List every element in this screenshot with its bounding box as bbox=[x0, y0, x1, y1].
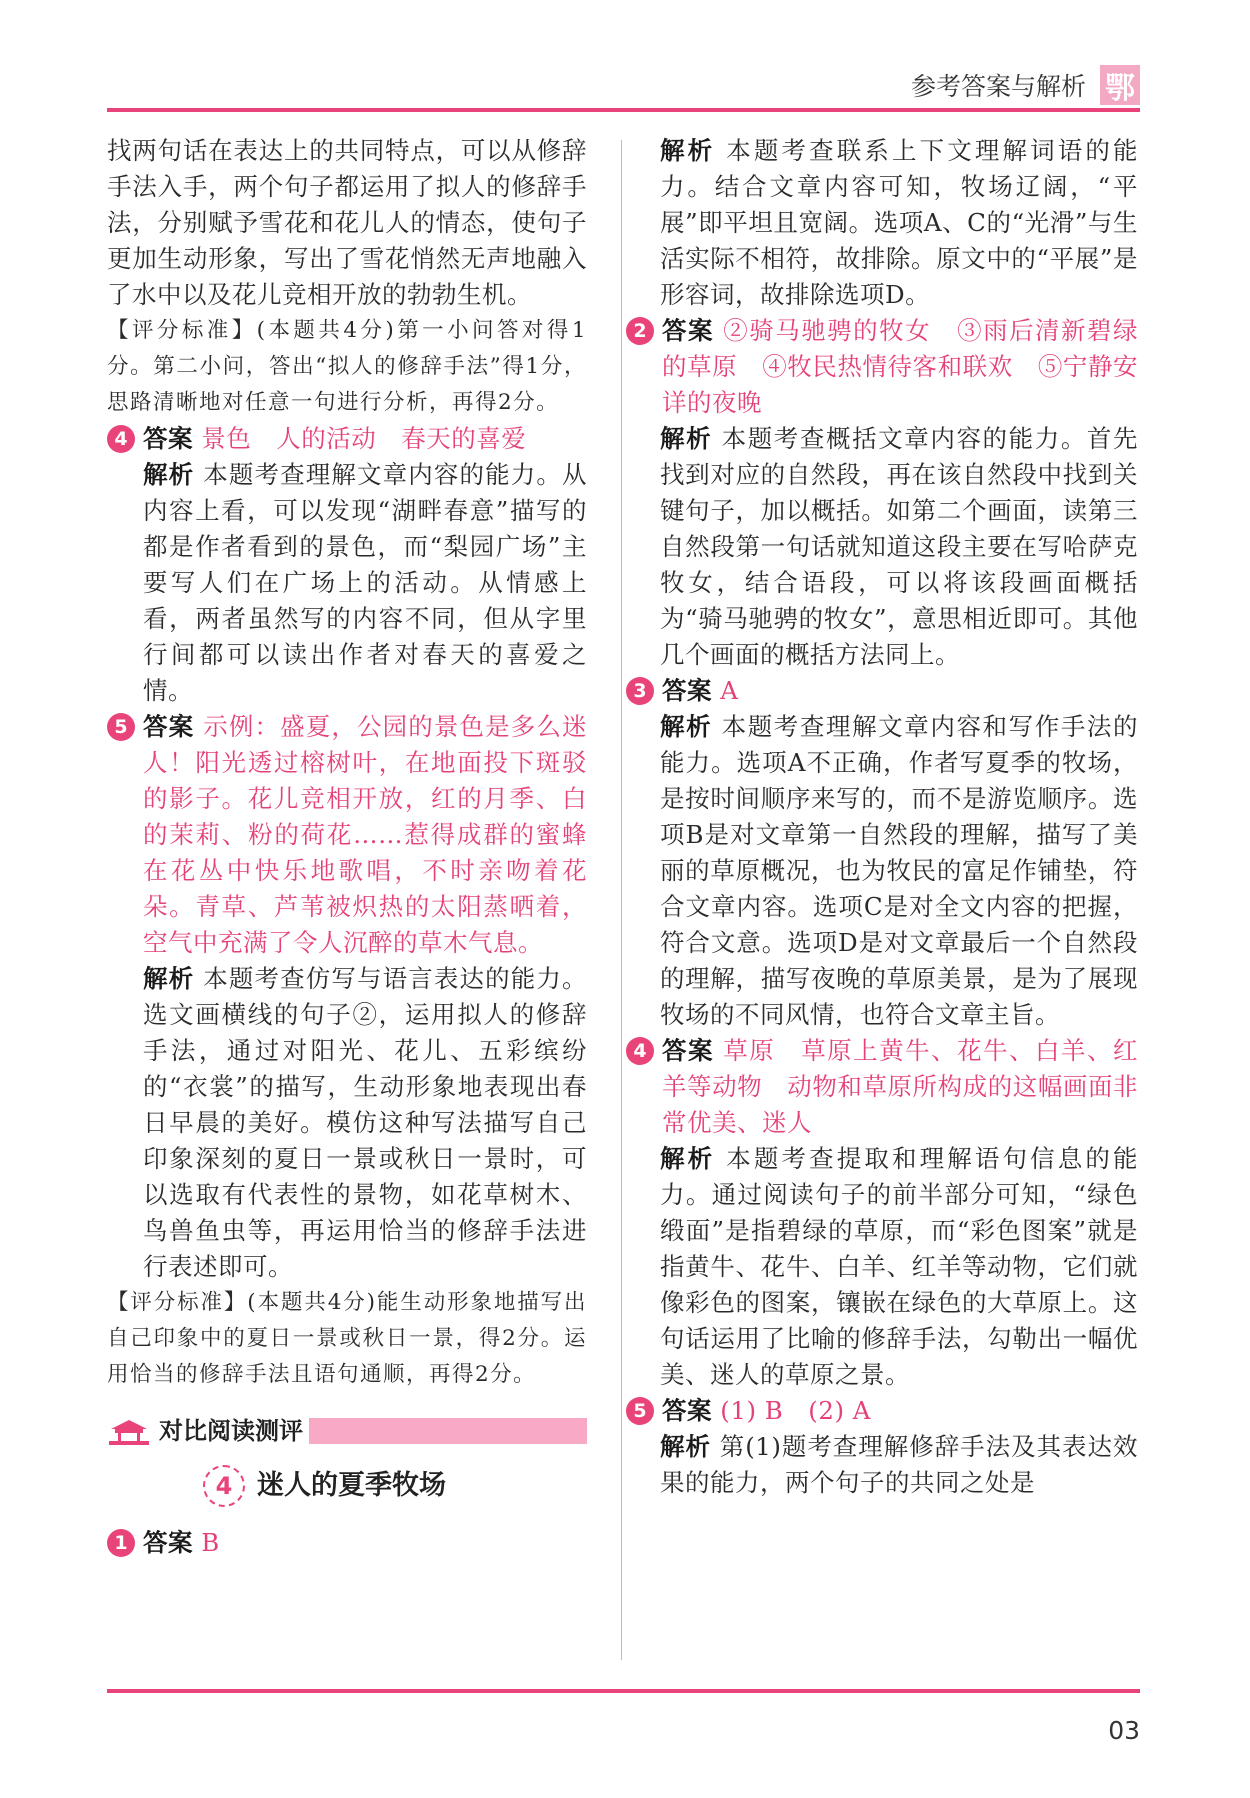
analysis-label: 解析 bbox=[660, 712, 713, 741]
answer-text: (1) B (2) A bbox=[720, 1396, 871, 1425]
edition-badge: 鄂 bbox=[1100, 65, 1140, 105]
analysis-text: 本题考查理解文章内容的能力。从内容上看，可以发现“湖畔春意”描写的都是作者看到的景色，而“梨园广场”主要写人们在广场上的活动。从情感上看，两者虽然写的内容不同，但从字里行间都可以读出作者对春天的喜爱之情。 bbox=[143, 460, 588, 705]
question-5 bbox=[626, 1393, 1138, 1429]
section-title: 对比阅读测评 bbox=[159, 1417, 303, 1445]
analysis-text: 本题考查联系上下文理解词语的能力。结合文章内容可知，牧场辽阔，“平展”即平坦且宽阔。选项A、C的“光滑”与生活实际不相符，故排除。原文中的“平展”是形容词，故排除选项D。 bbox=[660, 136, 1139, 309]
header-title: 参考答案与解析 bbox=[910, 72, 1086, 101]
question-5 bbox=[107, 709, 587, 961]
scoring-standard: 【评分标准】(本题共4分)第一小问答对得1分。第二小问，答出“拟人的修辞手法”得1分，思路清晰地对任意一句进行分析，再得2分。 bbox=[107, 318, 587, 415]
right-column bbox=[633, 133, 1139, 1501]
answer-text: 草原 草原上黄牛、花牛、白羊、红羊等动物 动物和草原所构成的这幅画面非常优美、迷人 bbox=[662, 1036, 1139, 1137]
analysis-label: 解析 bbox=[660, 1144, 716, 1173]
answer-text: B bbox=[201, 1528, 220, 1557]
answer-label: 答案 bbox=[662, 1036, 714, 1065]
analysis-text: 本题考查概括文章内容的能力。首先找到对应的自然段，再在该自然段中找到关键句子，加以概括。如第二个画面，读第三自然段第一句话就知道这段主要在写哈萨克牧女，结合语段，可以将该段画面概括为“骑马驰骋的牧女”，意思相近即可。其他几个画面的概括方法同上。 bbox=[660, 424, 1139, 669]
lesson-title bbox=[203, 1465, 587, 1507]
answer-text: 景色 人的活动 春天的喜爱 bbox=[201, 424, 527, 453]
answer-label: 答案 bbox=[662, 1396, 712, 1425]
analysis-text: 本题考查理解文章内容和写作手法的能力。选项A不正确，作者写夏季的牧场，是按时间顺序来写的，而不是游览顺序。选项B是对文章第一自然段的理解，描写了美丽的草原概况，也为牧民的富足作铺垫，符合文章内容。选项C是对全文内容的把握，符合文意。选项D是对文章最后一个自然段的理解，描写夜晚的草原美景，是为了展现牧场的不同风情，也符合文章主旨。 bbox=[660, 712, 1139, 1029]
question-1 bbox=[107, 1525, 587, 1561]
analysis-label: 解析 bbox=[143, 460, 195, 489]
question-number-badge: 4 bbox=[626, 1037, 654, 1065]
analysis-label: 解析 bbox=[660, 1432, 711, 1461]
question-4 bbox=[107, 421, 587, 457]
question-4 bbox=[626, 1033, 1138, 1141]
question-3 bbox=[626, 673, 1138, 709]
question-2 bbox=[626, 313, 1138, 421]
question-number-badge: 3 bbox=[626, 677, 654, 705]
analysis-text: 本题考查提取和理解语句信息的能力。通过阅读句子的前半部分可知，“绿色缎面”是指碧绿的草原，而“彩色图案”就是指黄牛、花牛、白羊、红羊等动物，它们就像彩色的图案，镶嵌在绿色的大草原上。这句话运用了比喻的修辞手法，勾勒出一幅优美、迷人的草原之景。 bbox=[660, 1144, 1139, 1389]
left-column bbox=[107, 133, 587, 1561]
column-divider bbox=[621, 140, 622, 1660]
pavilion-icon bbox=[107, 1417, 151, 1445]
answer-label: 答案 bbox=[143, 712, 195, 741]
section-heading bbox=[107, 1415, 587, 1447]
answer-label: 答案 bbox=[143, 424, 193, 453]
question-number-badge: 4 bbox=[107, 425, 135, 453]
analysis-label: 解析 bbox=[660, 424, 713, 453]
analysis-text: 本题考查仿写与语言表达的能力。选文画横线的句子②，运用拟人的修辞手法，通过对阳光、花儿、五彩缤纷的“衣裳”的描写，生动形象地表现出春日早晨的美好。模仿这种写法描写自己印象深刻的夏日一景或秋日一景时，可以选取有代表性的景物，如花草树木、鸟兽鱼虫等，再运用恰当的修辞手法进行表述即可。 bbox=[143, 964, 588, 1281]
question-number-badge: 5 bbox=[107, 713, 135, 741]
answer-label: 答案 bbox=[662, 676, 712, 705]
analysis-text: 第(1)题考查理解修辞手法及其表达效果的能力，两个句子的共同之处是 bbox=[660, 1432, 1139, 1497]
question-number-badge: 1 bbox=[107, 1529, 135, 1557]
page-header bbox=[107, 62, 1140, 108]
question-number-badge: 5 bbox=[626, 1397, 654, 1425]
continued-analysis: 找两句话在表达上的共同特点，可以从修辞手法入手，两个句子都运用了拟人的修辞手法，分别赋予雪花和花儿人的情态，使句子更加生动形象，写出了雪花悄然无声地融入了水中以及花儿竞相开放的勃勃生机。 bbox=[107, 136, 587, 309]
bottom-rule bbox=[107, 1689, 1140, 1693]
question-number-badge: 2 bbox=[626, 317, 654, 345]
scoring-standard: 【评分标准】(本题共4分)能生动形象地描写出自己印象中的夏日一景或秋日一景，得2分。运用恰当的修辞手法且语句通顺，再得2分。 bbox=[107, 1290, 587, 1387]
lesson-name: 迷人的夏季牧场 bbox=[257, 1470, 446, 1501]
analysis-label: 解析 bbox=[660, 136, 716, 165]
section-bar bbox=[309, 1418, 587, 1444]
answer-label: 答案 bbox=[662, 316, 714, 345]
answer-text: 示例：盛夏，公园的景色是多么迷人！阳光透过榕树叶，在地面投下斑驳的影子。花儿竞相开放，红的月季、白的茉莉、粉的荷花……惹得成群的蜜蜂在花丛中快乐地歌唱，不时亲吻着花朵。青草、芦苇被炽热的太阳蒸晒着，空气中充满了令人沉醉的草木气息。 bbox=[143, 712, 588, 957]
answer-label: 答案 bbox=[143, 1528, 193, 1557]
page-number: 03 bbox=[1108, 1716, 1140, 1745]
lesson-number: 4 bbox=[203, 1465, 245, 1507]
analysis-label: 解析 bbox=[143, 964, 195, 993]
answer-text: A bbox=[720, 676, 739, 705]
answer-text: ②骑马驰骋的牧女 ③雨后清新碧绿的草原 ④牧民热情待客和联欢 ⑤宁静安详的夜晚 bbox=[662, 316, 1139, 417]
top-rule bbox=[107, 108, 1140, 112]
